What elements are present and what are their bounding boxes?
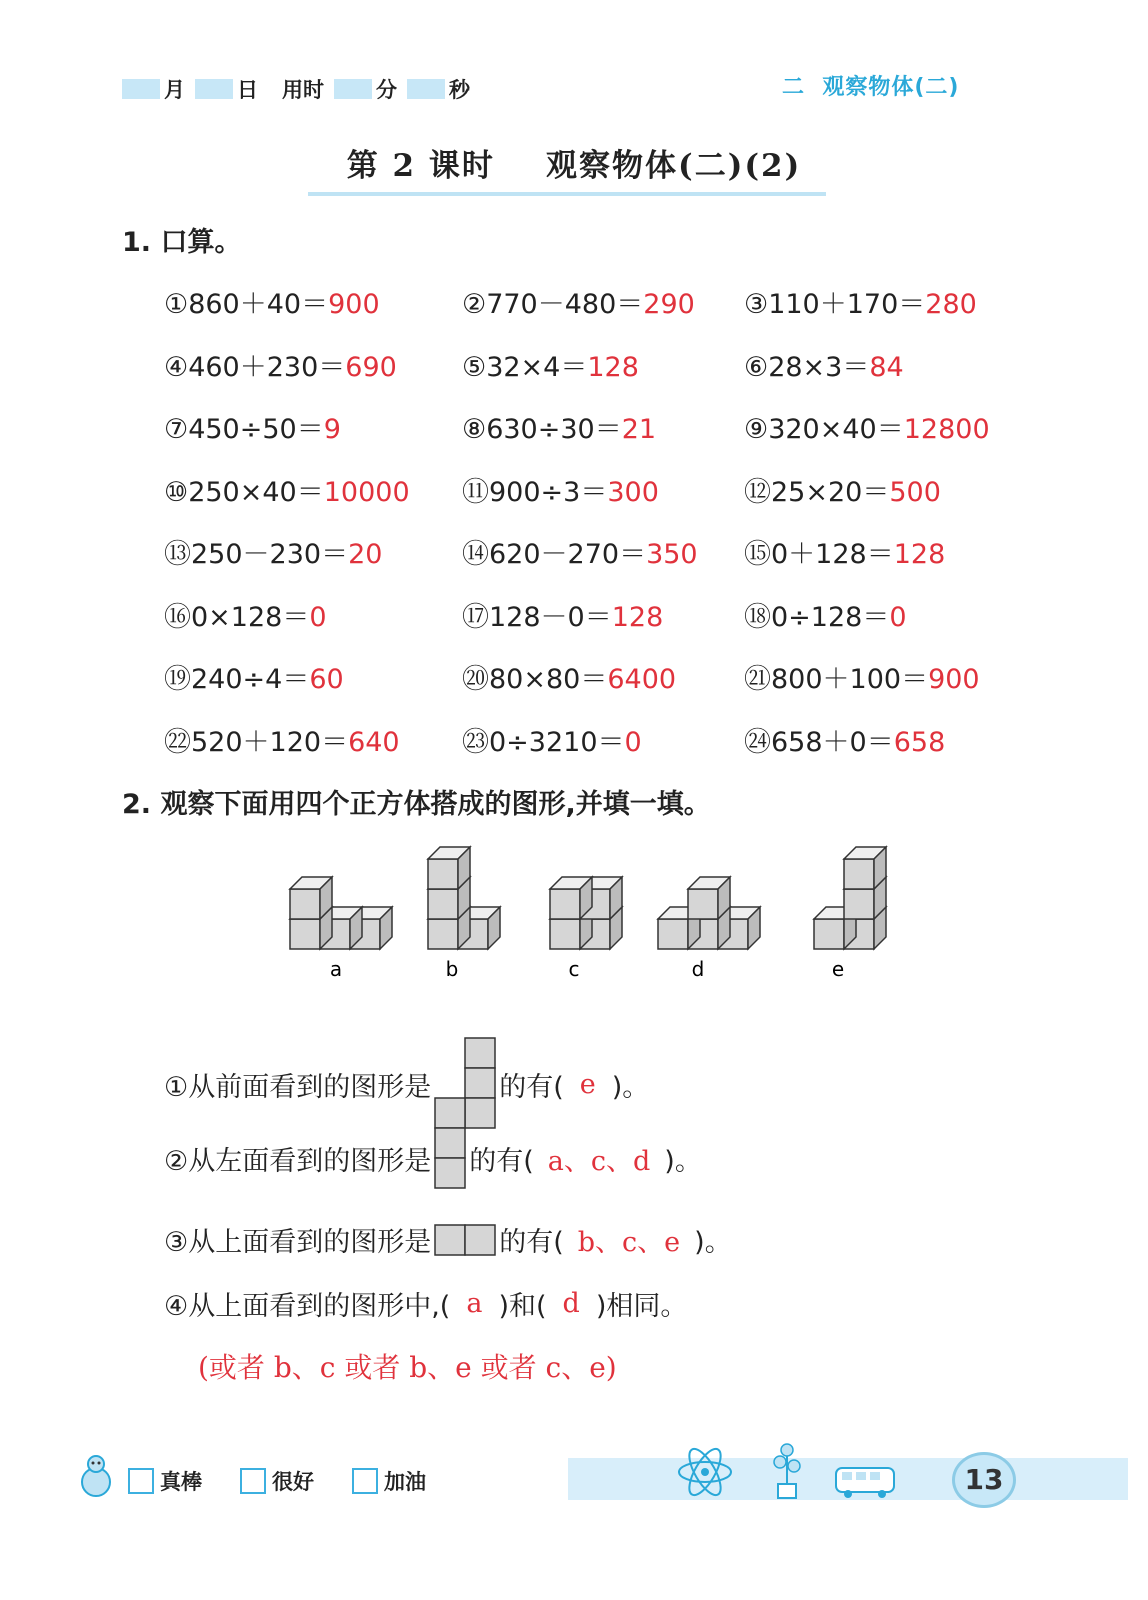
math-expression: ⑫25×20＝ <box>744 476 890 508</box>
math-expression: ⑦450÷50＝ <box>164 414 324 445</box>
math-expression: ㉔658＋0＝ <box>744 726 894 758</box>
sub3-mid: 的有( <box>499 1227 564 1258</box>
math-expression: ⑪900÷3＝ <box>462 476 608 508</box>
mental-math-item <box>164 532 382 571</box>
second-blank <box>407 79 445 99</box>
date-time-header <box>122 74 478 104</box>
figure-e <box>814 847 886 949</box>
sub3-prompt: ③从上面看到的图形是 <box>164 1227 432 1258</box>
sub1-prompt: ①从前面看到的图形是 <box>164 1071 432 1103</box>
rating-good-checkbox[interactable] <box>240 1468 266 1494</box>
cube-figures <box>270 836 910 986</box>
math-expression: ①860＋40＝ <box>164 289 329 320</box>
math-expression: ⑯0×128＝ <box>164 601 310 633</box>
rating-good-label: 很好 <box>272 1470 314 1494</box>
math-expression: ⑤32×4＝ <box>462 351 588 383</box>
math-answer: 10000 <box>323 476 410 508</box>
mental-math-item <box>744 407 990 446</box>
math-expression: ⑭620－270＝ <box>462 539 647 570</box>
q2-title: 2. 观察下面用四个正方体搭成的图形,并填一填。 <box>122 789 711 820</box>
math-answer: 350 <box>646 539 698 570</box>
rating-great-checkbox[interactable] <box>128 1468 154 1494</box>
mental-math-item <box>462 282 695 321</box>
math-answer: 84 <box>869 351 904 383</box>
minute-blank <box>334 79 372 99</box>
mental-math-item <box>164 345 397 384</box>
mental-math-item <box>744 282 977 321</box>
math-answer: 12800 <box>903 414 990 445</box>
math-answer: 640 <box>348 726 400 758</box>
sub-question-4 <box>164 1284 687 1323</box>
sub-question-3 <box>164 1220 732 1259</box>
mental-math-item <box>164 407 341 446</box>
math-answer: 21 <box>621 414 657 445</box>
math-expression: ㉑800＋100＝ <box>744 664 929 695</box>
math-answer: 690 <box>345 351 397 383</box>
mental-math-item <box>462 595 663 634</box>
page-number: 13 <box>952 1452 1016 1508</box>
mental-math-item <box>462 657 676 696</box>
top-view-shape <box>433 1223 497 1257</box>
alternative-answer: (或者 b、c 或者 b、e 或者 c、e) <box>198 1351 617 1384</box>
sub2-prompt: ②从左面看到的图形是 <box>164 1145 432 1177</box>
mental-math-item <box>164 720 400 759</box>
sub1-answer: e <box>579 1068 596 1100</box>
unit-title: 二 观察物体(二) <box>782 75 960 100</box>
math-answer: 128 <box>587 351 639 383</box>
sub4-answer-1: a <box>466 1288 483 1319</box>
mental-math-item <box>744 532 945 571</box>
math-answer: 128 <box>893 539 946 570</box>
mental-math-item <box>164 595 327 634</box>
month-label: 月 <box>164 78 185 102</box>
math-expression: ⑱0÷128＝ <box>744 601 890 633</box>
day-blank <box>195 79 233 99</box>
math-answer: 658 <box>893 726 946 758</box>
sub4-answer-2: d <box>562 1288 580 1319</box>
front-view-shape <box>433 1036 497 1132</box>
mental-math-item <box>744 720 945 759</box>
math-answer: 300 <box>607 476 659 508</box>
month-blank <box>122 79 160 99</box>
mental-math-item <box>462 470 659 509</box>
math-expression: ㉓0÷3210＝ <box>462 726 625 758</box>
math-answer: 0 <box>889 601 907 633</box>
mental-math-item <box>462 407 656 446</box>
mental-math-item <box>744 470 941 509</box>
rating-great[interactable] <box>128 1466 202 1496</box>
sub3-end: )。 <box>694 1227 732 1258</box>
sub1-mid: 的有( <box>499 1071 564 1103</box>
day-label: 日 <box>237 78 258 102</box>
figure-b <box>428 847 500 949</box>
sub4-prompt: ④从上面看到的图形中,( <box>164 1291 451 1322</box>
math-answer: 9 <box>323 414 341 445</box>
math-answer: 0 <box>309 601 327 633</box>
decorative-icons <box>650 1440 940 1504</box>
sub3-answer: b、c、e <box>577 1227 681 1258</box>
math-expression: ②770－480＝ <box>462 289 644 320</box>
math-answer: 500 <box>889 476 941 508</box>
mental-math-item <box>462 532 698 571</box>
label-d: d <box>691 957 705 981</box>
q1-title: 1. 口算。 <box>122 227 242 258</box>
math-expression: ④460＋230＝ <box>164 351 346 383</box>
math-answer: 60 <box>309 664 344 695</box>
mascot-icon <box>74 1452 118 1504</box>
atom-icon <box>679 1444 731 1499</box>
math-expression: ⑨320×40＝ <box>744 414 904 445</box>
math-expression: ⑬250－230＝ <box>164 539 349 570</box>
time-used-label: 用时 <box>282 78 324 102</box>
math-expression: ⑲240÷4＝ <box>164 664 310 695</box>
mental-math-item <box>164 470 410 509</box>
sub2-end: )。 <box>664 1145 702 1177</box>
mental-math-item <box>744 657 980 696</box>
math-expression: ⑮0＋128＝ <box>744 539 894 570</box>
sub4-end: )相同。 <box>595 1291 688 1322</box>
figure-c <box>550 877 622 949</box>
math-answer: 0 <box>624 726 642 758</box>
math-expression: ㉒520＋120＝ <box>164 726 349 758</box>
left-view-shape <box>433 1126 467 1190</box>
math-answer: 128 <box>611 601 664 633</box>
rating-great-label: 真棒 <box>160 1470 202 1494</box>
rating-good[interactable] <box>240 1466 314 1496</box>
lesson-title: 第 2 课时 观察物体(二)(2) <box>346 148 802 184</box>
sub-question-2 <box>164 1126 702 1190</box>
mental-math-item <box>744 595 907 634</box>
sub4-mid: )和( <box>498 1291 547 1322</box>
second-label: 秒 <box>449 78 470 102</box>
sub2-answer: a、c、d <box>547 1145 651 1177</box>
title-underline <box>308 192 826 196</box>
mental-math-item <box>744 345 904 384</box>
label-e: e <box>831 957 845 981</box>
figure-a <box>290 877 392 949</box>
math-answer: 900 <box>928 664 980 695</box>
math-expression: ③110＋170＝ <box>744 289 926 320</box>
math-answer: 900 <box>328 289 380 320</box>
mental-math-item <box>462 720 642 759</box>
mental-math-item <box>164 282 380 321</box>
math-answer: 6400 <box>607 664 677 695</box>
sub2-mid: 的有( <box>469 1145 534 1177</box>
math-answer: 20 <box>348 539 383 570</box>
mental-math-item <box>164 657 344 696</box>
math-answer: 280 <box>925 289 977 320</box>
bus-icon <box>836 1468 894 1498</box>
math-expression: ⑳80×80＝ <box>462 664 608 695</box>
mental-math-item <box>462 345 639 384</box>
math-answer: 290 <box>643 289 695 320</box>
plant-icon <box>774 1444 800 1498</box>
minute-label: 分 <box>376 78 397 102</box>
sub-question-1 <box>164 1036 649 1132</box>
label-b: b <box>445 957 459 981</box>
math-expression: ⑩250×40＝ <box>164 476 324 508</box>
label-a: a <box>329 957 343 981</box>
label-c: c <box>568 957 580 981</box>
math-expression: ⑰128－0＝ <box>462 601 612 633</box>
math-expression: ⑧630÷30＝ <box>462 414 622 445</box>
sub1-end: )。 <box>611 1071 650 1103</box>
rating-keep-going[interactable] <box>352 1466 426 1496</box>
rating-keep-going-checkbox[interactable] <box>352 1468 378 1494</box>
figure-d <box>658 877 760 949</box>
rating-keep-going-label: 加油 <box>384 1470 426 1494</box>
math-expression: ⑥28×3＝ <box>744 351 870 383</box>
